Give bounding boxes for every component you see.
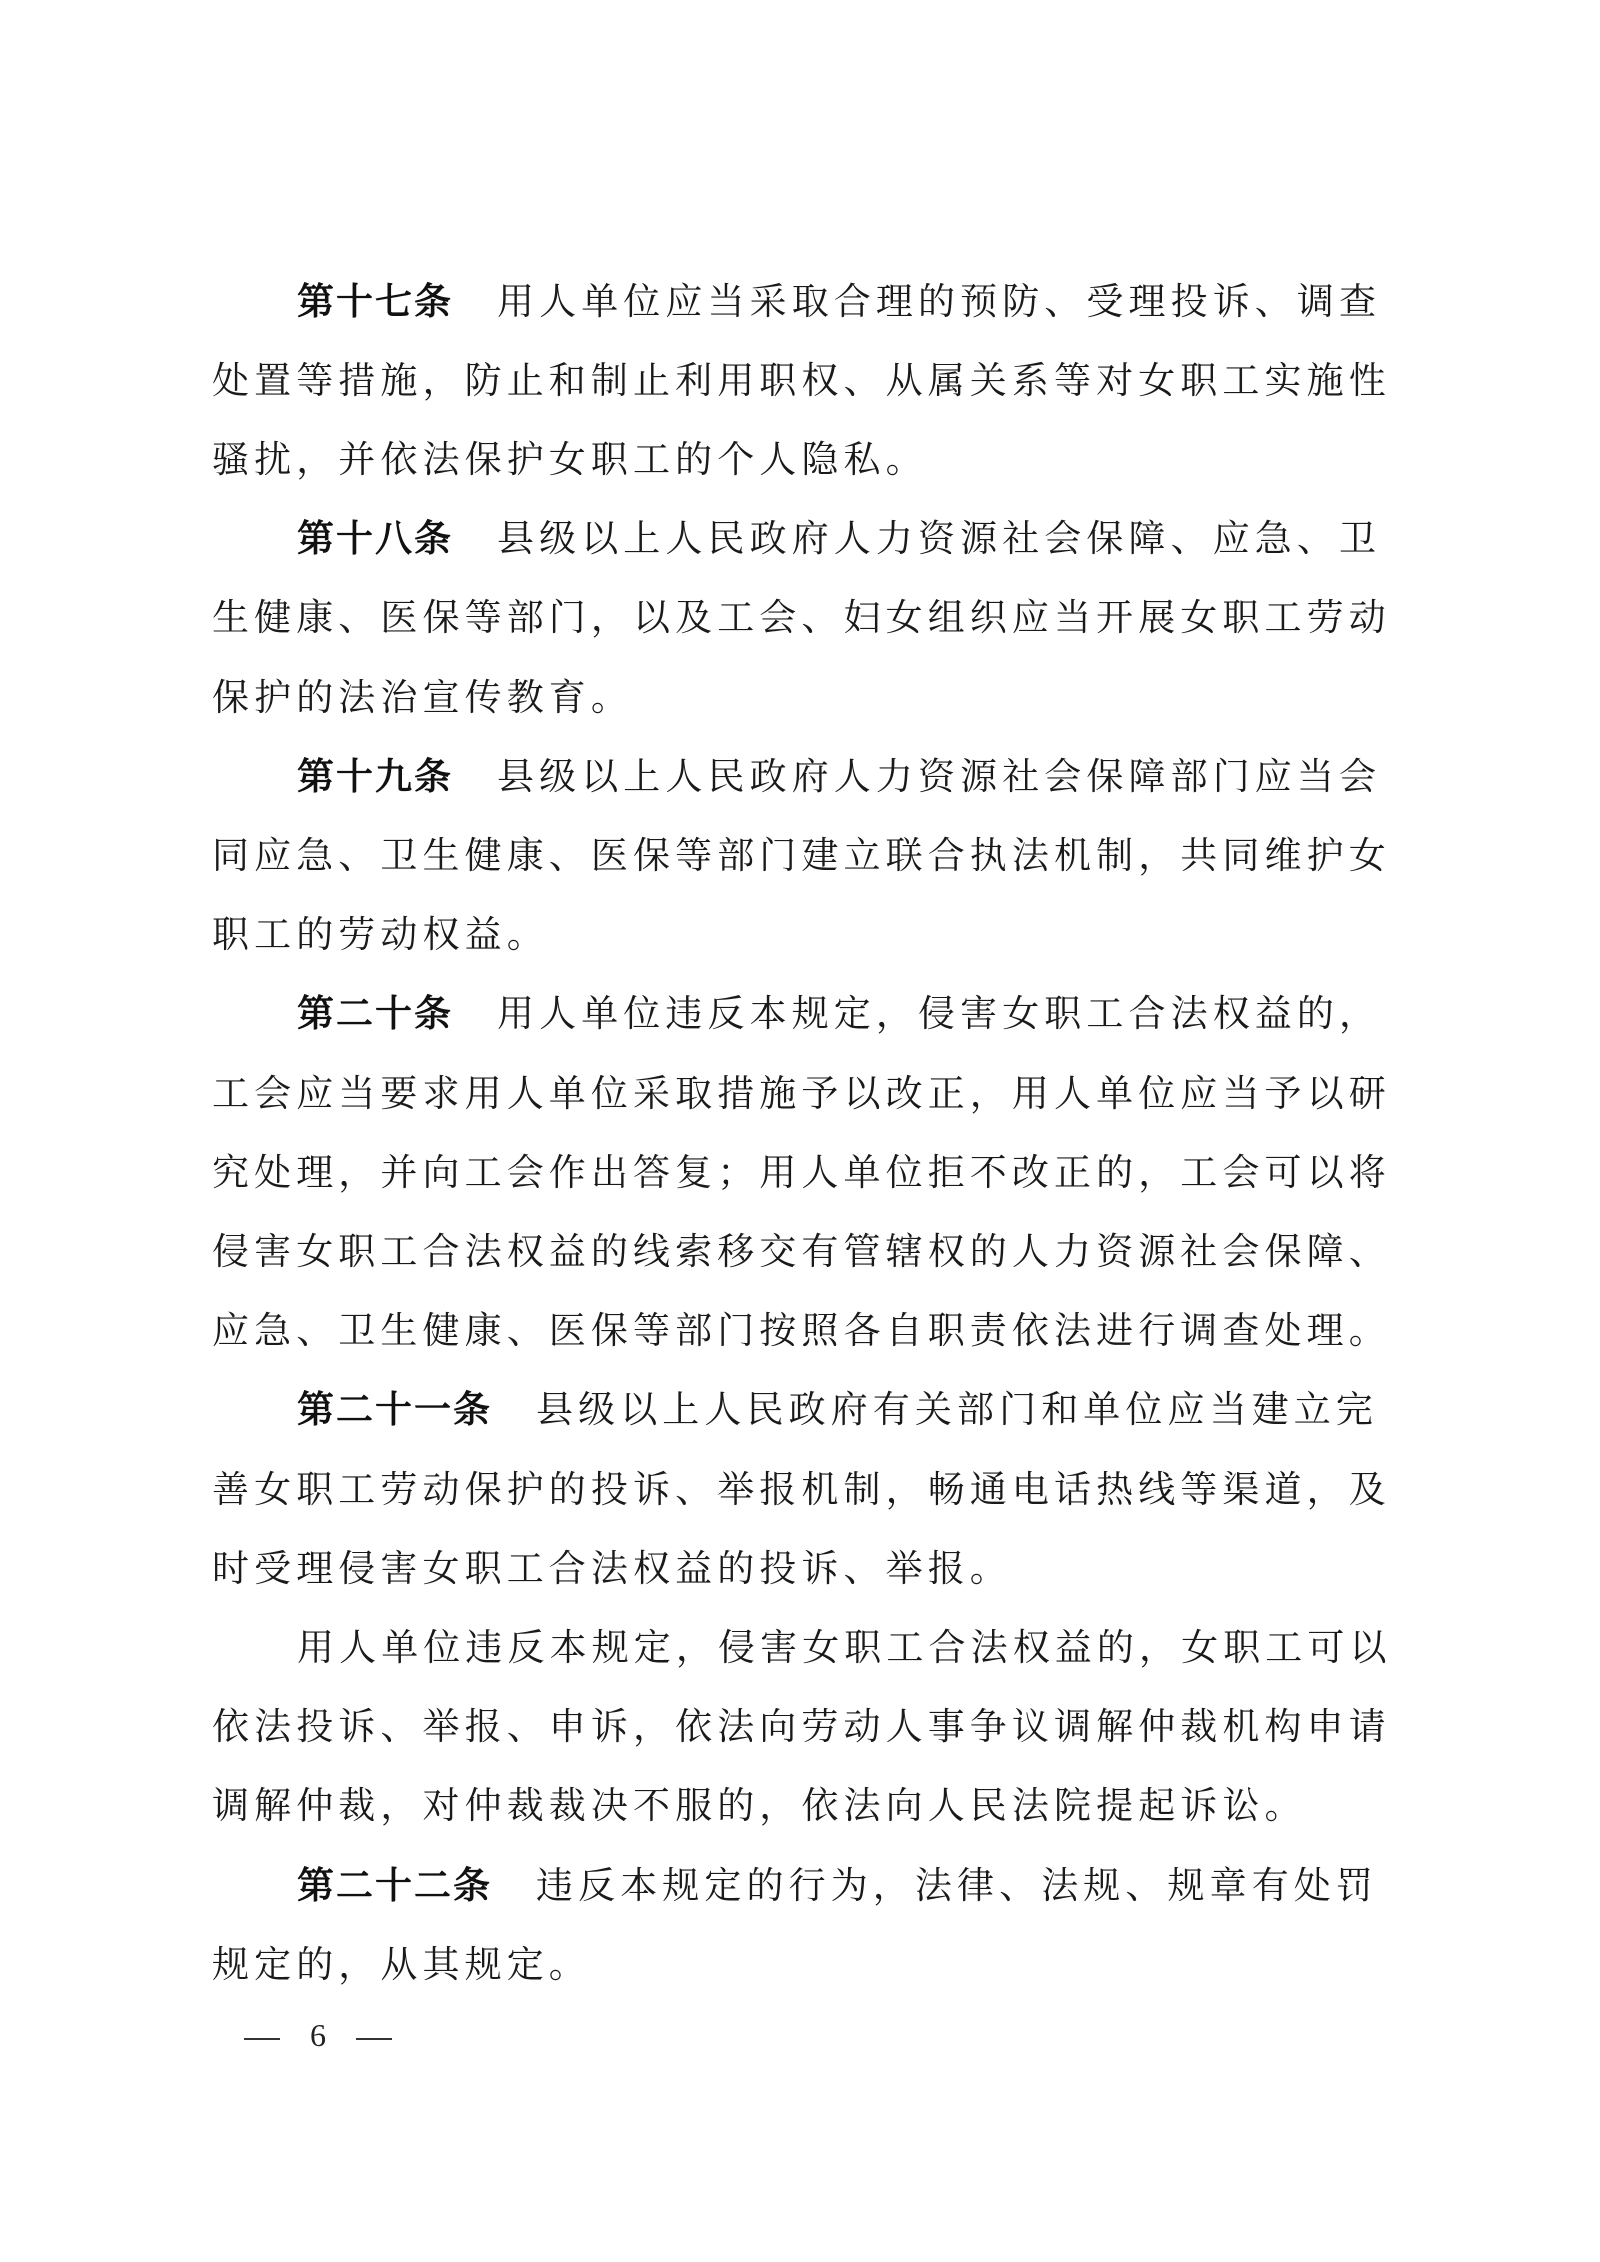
article-19-line-2: 同应急、卫生健康、医保等部门建立联合执法机制，共同维护女 [212,834,1391,877]
article-20-line-5: 应急、卫生健康、医保等部门按照各自职责依法进行调查处理。 [212,1309,1391,1352]
article-19-line-1 [297,737,1381,816]
article-19-heading: 第十九条 [297,755,453,798]
article-18-line-1 [297,499,1381,578]
article-17-heading: 第十七条 [297,280,453,323]
article-17-line-2: 处置等措施，防止和制止利用职权、从属关系等对女职工实施性 [212,359,1391,402]
article-17-line-3: 骚扰，并依法保护女职工的个人隐私。 [212,438,928,481]
article-17-line-1 [297,262,1381,341]
article-text: 县级以上人民政府人力资源社会保障、应急、卫 [497,517,1382,560]
article-20-line-1 [297,974,1381,1053]
article-20-line-4: 侵害女职工合法权益的线索移交有管辖权的人力资源社会保障、 [212,1230,1391,1273]
article-18-line-3: 保护的法治宣传教育。 [212,676,633,719]
article-text: 违反本规定的行为，法律、法规、规章有处罚 [536,1864,1378,1907]
article-21-line-3: 时受理侵害女职工合法权益的投诉、举报。 [212,1547,1012,1590]
page-number-value: 6 [310,2017,326,2053]
article-21-para-2-line-1: 用人单位违反本规定，侵害女职工合法权益的，女职工可以 [297,1626,1392,1669]
article-21-line-2: 善女职工劳动保护的投诉、举报机制，畅通电话热线等渠道，及 [212,1468,1391,1511]
article-21-heading: 第二十一条 [297,1388,492,1431]
article-text: 用人单位违反本规定，侵害女职工合法权益的， [497,992,1382,1035]
article-20-line-3: 究处理，并向工会作出答复；用人单位拒不改正的，工会可以将 [212,1151,1391,1194]
article-20-line-2: 工会应当要求用人单位采取措施予以改正，用人单位应当予以研 [212,1072,1391,1115]
article-text: 用人单位应当采取合理的预防、受理投诉、调查 [497,280,1382,323]
article-text: 县级以上人民政府有关部门和单位应当建立完 [536,1388,1378,1431]
page-number-dash-right [356,2038,392,2040]
article-text: 县级以上人民政府人力资源社会保障部门应当会 [497,755,1382,798]
article-22-heading: 第二十二条 [297,1864,492,1907]
article-21-para-2-line-2: 依法投诉、举报、申诉，依法向劳动人事争议调解仲裁机构申请 [212,1705,1391,1748]
article-20-heading: 第二十条 [297,992,453,1035]
article-21-line-1 [297,1370,1378,1449]
article-22-line-1 [297,1846,1378,1925]
article-19-line-3: 职工的劳动权益。 [212,913,549,956]
page-number [244,2012,392,2058]
article-18-heading: 第十八条 [297,517,453,560]
page-number-dash-left [244,2038,280,2040]
article-21-para-2-line-3: 调解仲裁，对仲裁裁决不服的，依法向人民法院提起诉讼。 [212,1784,1307,1827]
article-22-line-2: 规定的，从其规定。 [212,1943,591,1986]
article-18-line-2: 生健康、医保等部门，以及工会、妇女组织应当开展女职工劳动 [212,596,1391,639]
